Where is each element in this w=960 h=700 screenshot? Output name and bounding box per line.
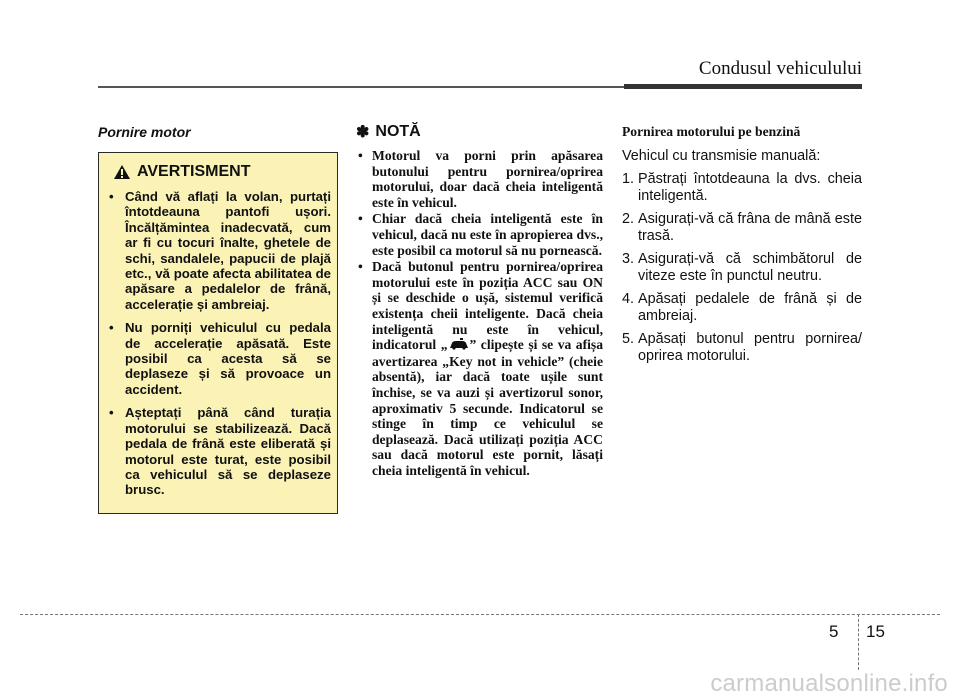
warning-box (98, 152, 338, 514)
note-item-1: • Motorul va porni prin apăsarea butonului pentru pornirea/oprirea motorului, doar dacă cheia inteligentă este în vehicul. (356, 148, 603, 210)
note-item-3 (356, 259, 603, 478)
warning-item-3: • Așteptați până când turația motorului se stabilizează. Dacă pedala de frână este eliberată și motorul este turat, este posibil ca vehiculul să se deplaseze brusc. (107, 405, 331, 497)
step-number: 1. (622, 171, 635, 187)
step-3 (622, 251, 862, 285)
note-item-3-end: ” clipește și se va afișa avertizarea „Key not in vehicle” (cheie absentă), iar dacă toate ușile sunt închise, se va auzi și avertizorul sonor, aproximativ 5 secunde. Indicatorul se stinge în timp ce vehiculul se deplasează. Dacă utilizați poziția ACC sau dacă motorul este pornit, lăsați cheia inteligentă în vehicul. (372, 337, 603, 478)
step-text: Asigurați-vă că schimbătorul de viteze este în punctul neutru. (638, 251, 862, 284)
step-text: Apăsați pedalele de frână și de ambreiaj. (638, 291, 862, 324)
warning-triangle-icon (113, 164, 131, 180)
note-item-3-start: Dacă butonul pentru pornirea/oprirea motorului este în poziția ACC sau ON și se deschide o ușă, sistemul verifică existența cheii inteligente. Dacă cheia inteligentă nu este în vehicul, indicatorul „ (372, 259, 603, 353)
step-text: Apăsați butonul pentru pornirea/ oprirea motorului. (638, 331, 862, 364)
smart-key-indicator-icon (449, 338, 469, 354)
warning-title: AVERTISMENT (137, 163, 251, 180)
step-number: 4. (622, 291, 635, 307)
warning-item-2: • Nu porniți vehiculul cu pedala de accelerație apăsată. Este posibil ca acesta să se deplaseze și să provoace un accident. (107, 320, 331, 397)
step-number: 3. (622, 251, 635, 267)
right-intro: Vehicul cu transmisie manuală: (622, 148, 821, 164)
step-text: Asigurați-vă că frâna de mână este trasă. (638, 211, 862, 244)
note-column (356, 122, 603, 480)
right-subtitle: Pornirea motorului pe benzină (622, 124, 801, 139)
warning-item-1: • Când vă aflați la volan, purtați întotdeauna pantofi ușori. Încălțămintea inadecvată, cum ar fi cu tocuri înalte, ghetele de schi, sandalele, papucii de plajă etc., vă poate afecta abilitatea de apăsare a pedalelor de frână, accelerație și ambreiaj. (107, 189, 331, 312)
step-5 (622, 331, 862, 365)
section-title: Pornire motor (98, 124, 191, 140)
header-title: Condusul vehiculului (698, 58, 862, 79)
note-star-icon: ✽ (356, 124, 370, 141)
step-text: Păstrați întotdeauna la dvs. cheia inteligentă. (638, 171, 862, 204)
footer-rule (20, 614, 940, 615)
step-1 (622, 171, 862, 205)
header-accent-bar (624, 84, 862, 89)
note-title: NOTĂ (375, 123, 421, 140)
note-header (356, 122, 603, 142)
step-number: 2. (622, 211, 635, 227)
footer-divider (858, 614, 859, 670)
page-number: 15 (866, 622, 885, 641)
right-column (622, 124, 862, 371)
watermark: carmanualsonline.info (710, 670, 948, 697)
step-2 (622, 211, 862, 245)
warning-header (107, 163, 331, 181)
step-4 (622, 291, 862, 325)
note-item-2: • Chiar dacă cheia inteligentă este în vehicul, dacă nu este în apropierea dvs., este posibil ca motorul să nu pornească. (356, 211, 603, 258)
step-number: 5. (622, 331, 635, 347)
page-chapter: 5 (829, 622, 839, 641)
